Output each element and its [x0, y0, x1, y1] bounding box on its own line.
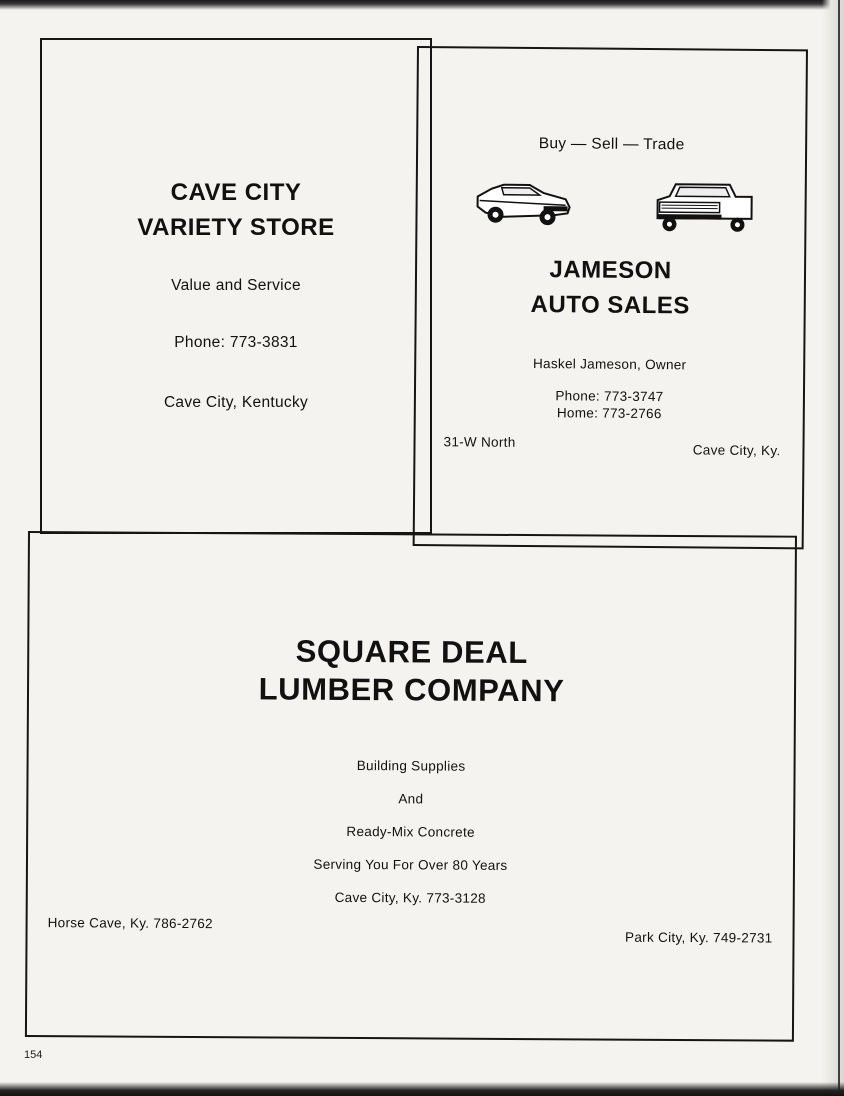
- page-number: 154: [24, 1049, 43, 1061]
- variety-store-tagline: Value and Service: [171, 277, 301, 294]
- auto-sales-address: 31-W North: [443, 434, 516, 450]
- variety-store-name: [42, 175, 430, 245]
- variety-store-ad: [40, 38, 432, 534]
- page-top-shadow: [0, 0, 844, 10]
- variety-store-name-line2: VARIETY STORE: [137, 214, 335, 241]
- lumber-company-ad: [25, 531, 797, 1042]
- auto-sales-name-line2: AUTO SALES: [530, 291, 690, 320]
- variety-store-phone: Phone: 773-3831: [174, 334, 298, 351]
- page-bottom-shadow: [0, 1082, 844, 1096]
- lumber-line-serving: Serving You For Over 80 Years: [313, 856, 508, 873]
- lumber-line-and: And: [398, 791, 424, 807]
- lumber-park-city-phone: Park City, Ky. 749-2731: [625, 929, 773, 946]
- auto-sales-home-phone: Home: 773-2766: [556, 405, 662, 422]
- variety-store-location: Cave City, Kentucky: [163, 394, 309, 411]
- auto-sales-ad: [413, 46, 808, 549]
- lumber-company-name: [29, 631, 794, 712]
- car-icon: [473, 177, 573, 228]
- auto-sales-name: [417, 251, 805, 324]
- page-right-edge: [822, 0, 844, 1096]
- auto-sales-city: Cave City, Ky.: [692, 442, 781, 459]
- variety-store-name-line1: CAVE CITY: [170, 179, 302, 206]
- lumber-line-ready-mix: Ready-Mix Concrete: [346, 823, 475, 840]
- auto-sales-phone: Phone: 773-3747: [555, 388, 664, 405]
- auto-sales-name-line1: JAMESON: [549, 256, 672, 285]
- lumber-line-cave-city: Cave City, Ky. 773-3128: [334, 889, 486, 906]
- lumber-line-building-supplies: Building Supplies: [356, 758, 466, 774]
- lumber-company-name-line1: SQUARE DEAL: [295, 633, 528, 671]
- auto-sales-owner: Haskel Jameson, Owner: [532, 356, 687, 373]
- lumber-horse-cave-phone: Horse Cave, Ky. 786-2762: [47, 915, 213, 932]
- auto-sales-slogan: Buy — Sell — Trade: [538, 135, 685, 154]
- page-binding-line: [838, 0, 840, 1096]
- lumber-company-name-line2: LUMBER COMPANY: [258, 671, 565, 709]
- pickup-truck-icon: [653, 178, 758, 239]
